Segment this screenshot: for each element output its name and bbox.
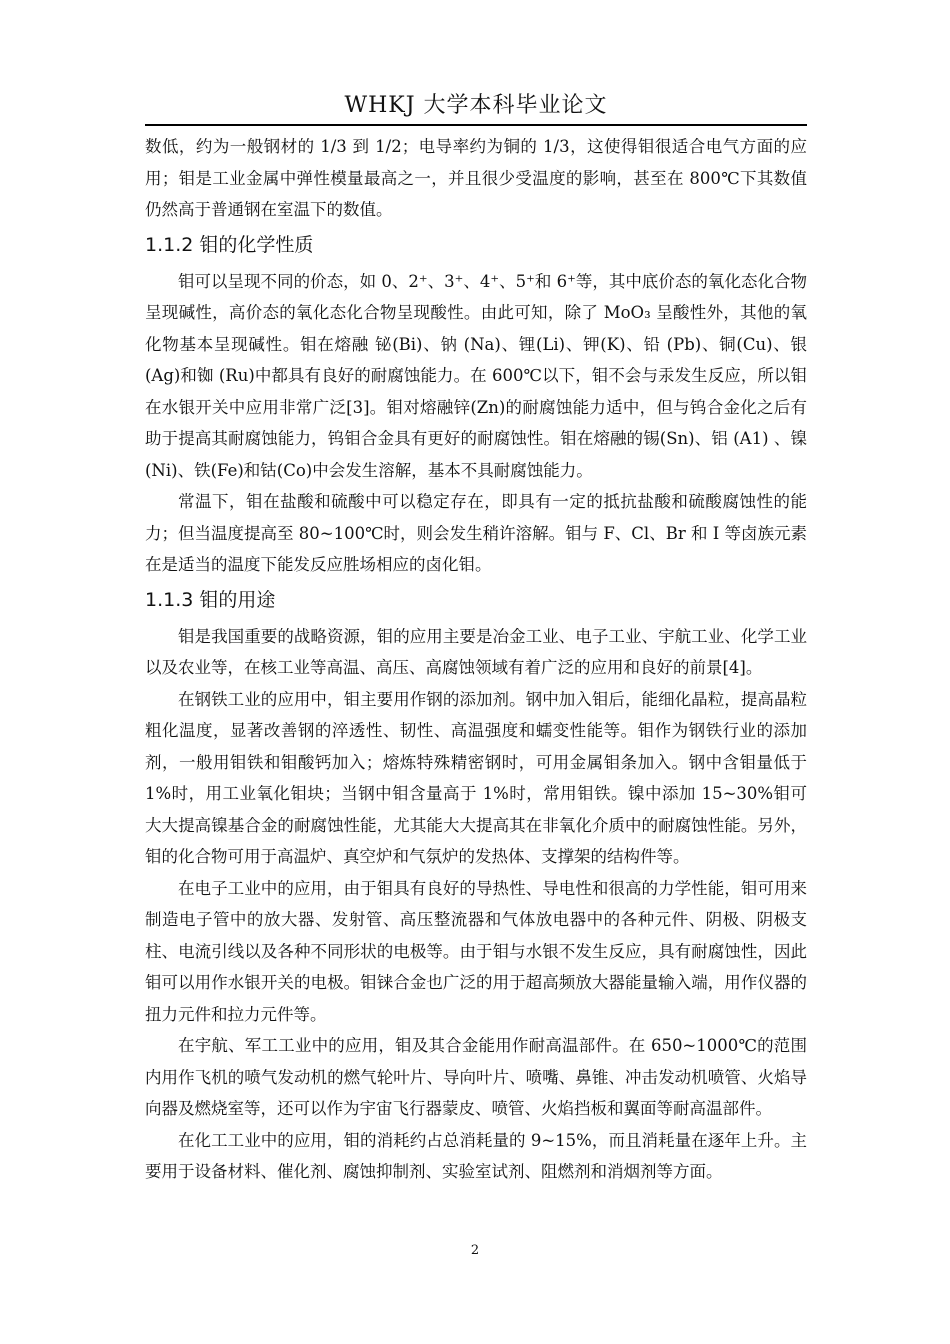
- section-heading-uses: 1.1.3 钼的用途: [145, 588, 276, 611]
- intro-paragraph: 数低，约为一般钢材的 1/3 到 1/2；电导率约为铜的 1/3，这使得钼很适合电气方面的应用；钼是工业金属中弹性模量最高之一，并且很少受温度的影响，甚至在 800℃下其数值仍然高于普通钢在室温下的数值。: [145, 137, 807, 219]
- page-body: [145, 131, 807, 1188]
- header-rule: [145, 124, 807, 126]
- running-header: WHKJ 大学本科毕业论文: [344, 93, 608, 118]
- page-number: 2: [470, 1243, 480, 1258]
- body-paragraph: 在钢铁工业的应用中，钼主要用作钢的添加剂。钢中加入钼后，能细化晶粒，提高晶粒粗化温度，显著改善钢的淬透性、韧性、高温强度和蠕变性能等。钼作为钢铁行业的添加剂，一般用钼铁和钼酸钙加入；熔炼特殊精密钢时，可用金属钼条加入。钢中含钼量低于 1%时，用工业氧化钼块；当钢中钼含量高于 1%时，常用钼铁。镍中添加 15~30%钼可大大提高镍基合金的耐腐蚀性能，尤其能大大提高其在非氧化介质中的耐腐蚀性能。另外，钼的化合物可用于高温炉、真空炉和气氛炉的发热体、支撑架的结构件等。: [145, 689, 807, 866]
- body-paragraph: 常温下，钼在盐酸和硫酸中可以稳定存在，即具有一定的抵抗盐酸和硫酸腐蚀性的能力；但当温度提高至 80~100℃时，则会发生稍许溶解。钼与 F、Cl、Br 和 I 等卤族元素在是适当的温度下能发反应胜场相应的卤化钼。: [145, 492, 807, 574]
- body-paragraph: 在电子工业中的应用，由于钼具有良好的导热性、导电性和很高的力学性能，钼可用来制造电子管中的放大器、发射管、高压整流器和气体放电器中的各种元件、阴极、阴极支柱、电流引线以及各种不同形状的电极等。由于钼与水银不发生反应，具有耐腐蚀性，因此钼可以用作水银开关的电极。钼铼合金也广泛的用于超高频放大器能量输入端，用作仪器的扭力元件和拉力元件等。: [145, 878, 807, 1024]
- body-paragraph: 钼是我国重要的战略资源，钼的应用主要是冶金工业、电子工业、宇航工业、化学工业以及农业等，在核工业等高温、高压、高腐蚀领域有着广泛的应用和良好的前景[4]。: [145, 626, 807, 677]
- section-heading-chemical-properties: 1.1.2 钼的化学性质: [145, 233, 314, 256]
- body-paragraph: 在宇航、军工工业中的应用，钼及其合金能用作耐高温部件。在 650~1000℃的范围内用作飞机的喷气发动机的燃气轮叶片、导向叶片、喷嘴、鼻锥、冲击发动机喷管、火焰导向器及燃烧室等，还可以作为宇宙飞行器蒙皮、喷管、火焰挡板和翼面等耐高温部件。: [145, 1036, 807, 1118]
- body-paragraph: 在化工工业中的应用，钼的消耗约占总消耗量的 9~15%，而且消耗量在逐年上升。主要用于设备材料、催化剂、腐蚀抑制剂、实验室试剂、阻燃剂和消烟剂等方面。: [145, 1130, 807, 1181]
- body-paragraph: 钼可以呈现不同的价态，如 0、2⁺、3⁺、4⁺、5⁺和 6⁺等，其中底价态的氧化态化合物呈现碱性，高价态的氧化态化合物呈现酸性。由此可知，除了 MoO₃ 呈酸性外，其他的氧化物基本呈现碱性。钼在熔融 铋(Bi)、钠 (Na)、锂(Li)、钾(K)、铅 (Pb)、铜(Cu)、银 (Ag)和铷 (Ru)中都具有良好的耐腐蚀能力。在 600℃以下，钼不会与汞发生反应，所以钼在水银开关中应用非常广泛[3]。钼对熔融锌(Zn)的耐腐蚀能力适中，但与钨合金化之后有助于提高其耐腐蚀能力，钨钼合金具有更好的耐腐蚀性。钼在熔融的锡(Sn)、铝 (A1) 、镍(Ni)、铁(Fe)和钴(Co)中会发生溶解，基本不具耐腐蚀能力。: [145, 271, 807, 480]
